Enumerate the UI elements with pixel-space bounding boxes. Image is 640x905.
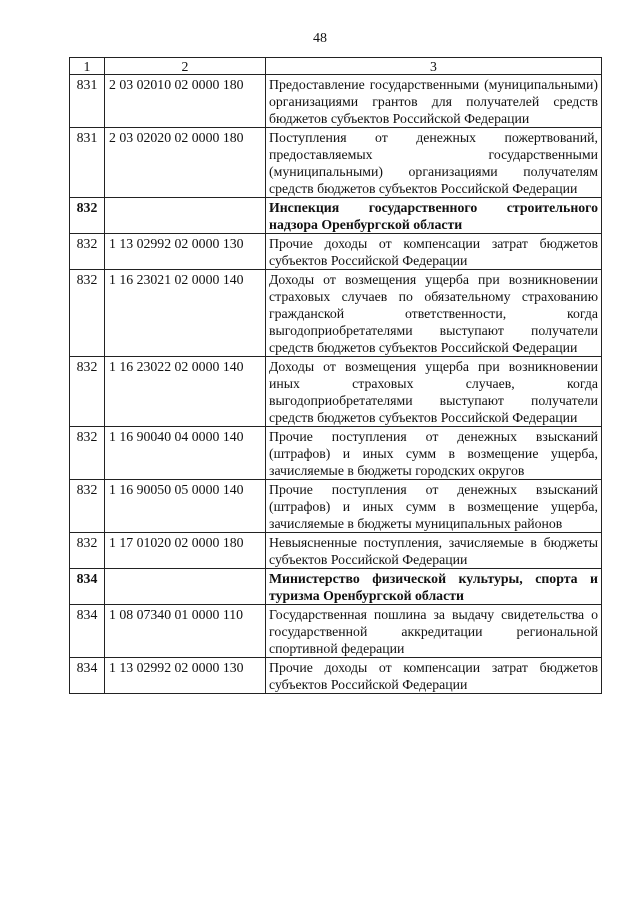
description-cell: Поступления от денежных пожертвований, предоставляемых государственными (муниципальными) организациями получателям средств бюджетов субъектов Российской Федерации (266, 128, 602, 198)
table-row (70, 357, 602, 427)
admin-code-cell: 832 (70, 270, 105, 357)
description-cell: Доходы от возмещения ущерба при возникновении иных страховых случаев, когда выгодоприобретателями выступают получатели средств бюджетов субъектов Российской Федерации (266, 357, 602, 427)
column-header-2: 2 (105, 58, 266, 75)
table-header-row (70, 58, 602, 75)
revenue-code-cell: 1 08 07340 01 0000 110 (105, 605, 266, 658)
table-row (70, 270, 602, 357)
admin-code-cell: 831 (70, 75, 105, 128)
revenue-code-cell: 1 16 90050 05 0000 140 (105, 480, 266, 533)
description-cell: Предоставление государственными (муниципальными) организациями грантов для получателей средств бюджетов субъектов Российской Федерации (266, 75, 602, 128)
admin-code-cell: 832 (70, 198, 105, 234)
column-header-1: 1 (70, 58, 105, 75)
revenue-code-cell: 2 03 02020 02 0000 180 (105, 128, 266, 198)
revenue-code-cell: 2 03 02010 02 0000 180 (105, 75, 266, 128)
revenue-codes-table (69, 57, 602, 694)
page-number: 48 (313, 31, 327, 46)
admin-code-cell: 834 (70, 605, 105, 658)
table-row (70, 480, 602, 533)
revenue-code-cell: 1 16 90040 04 0000 140 (105, 427, 266, 480)
admin-code-cell: 831 (70, 128, 105, 198)
admin-code-cell: 832 (70, 427, 105, 480)
admin-code-cell: 832 (70, 480, 105, 533)
description-cell: Невыясненные поступления, зачисляемые в бюджеты субъектов Российской Федерации (266, 533, 602, 569)
table-row (70, 75, 602, 128)
description-cell: Прочие доходы от компенсации затрат бюджетов субъектов Российской Федерации (266, 234, 602, 270)
table-row (70, 533, 602, 569)
table-row (70, 427, 602, 480)
table-row (70, 234, 602, 270)
description-cell: Прочие поступления от денежных взысканий (штрафов) и иных сумм в возмещение ущерба, зачисляемые в бюджеты муниципальных районов (266, 480, 602, 533)
table-row (70, 128, 602, 198)
description-cell: Прочие поступления от денежных взысканий (штрафов) и иных сумм в возмещение ущерба, зачисляемые в бюджеты городских округов (266, 427, 602, 480)
admin-code-cell: 832 (70, 357, 105, 427)
admin-code-cell: 834 (70, 658, 105, 694)
table-row (70, 605, 602, 658)
description-cell: Доходы от возмещения ущерба при возникновении страховых случаев по обязательному страхованию гражданской ответственности, когда выгодоприобретателями выступают получатели средств бюджетов субъектов Российской Федерации (266, 270, 602, 357)
description-cell: Прочие доходы от компенсации затрат бюджетов субъектов Российской Федерации (266, 658, 602, 694)
revenue-code-cell: 1 13 02992 02 0000 130 (105, 658, 266, 694)
table-body (70, 75, 602, 694)
column-header-3: 3 (266, 58, 602, 75)
table-row (70, 198, 602, 234)
revenue-code-cell: 1 17 01020 02 0000 180 (105, 533, 266, 569)
admin-code-cell: 832 (70, 533, 105, 569)
revenue-code-cell (105, 569, 266, 605)
description-cell: Министерство физической культуры, спорта и туризма Оренбургской области (266, 569, 602, 605)
revenue-code-cell: 1 16 23022 02 0000 140 (105, 357, 266, 427)
admin-code-cell: 834 (70, 569, 105, 605)
revenue-code-cell (105, 198, 266, 234)
revenue-code-cell: 1 13 02992 02 0000 130 (105, 234, 266, 270)
revenue-code-cell: 1 16 23021 02 0000 140 (105, 270, 266, 357)
description-cell: Инспекция государственного строительного надзора Оренбургской области (266, 198, 602, 234)
table-row (70, 658, 602, 694)
table-row (70, 569, 602, 605)
admin-code-cell: 832 (70, 234, 105, 270)
description-cell: Государственная пошлина за выдачу свидетельства о государственной аккредитации региональной спортивной федерации (266, 605, 602, 658)
